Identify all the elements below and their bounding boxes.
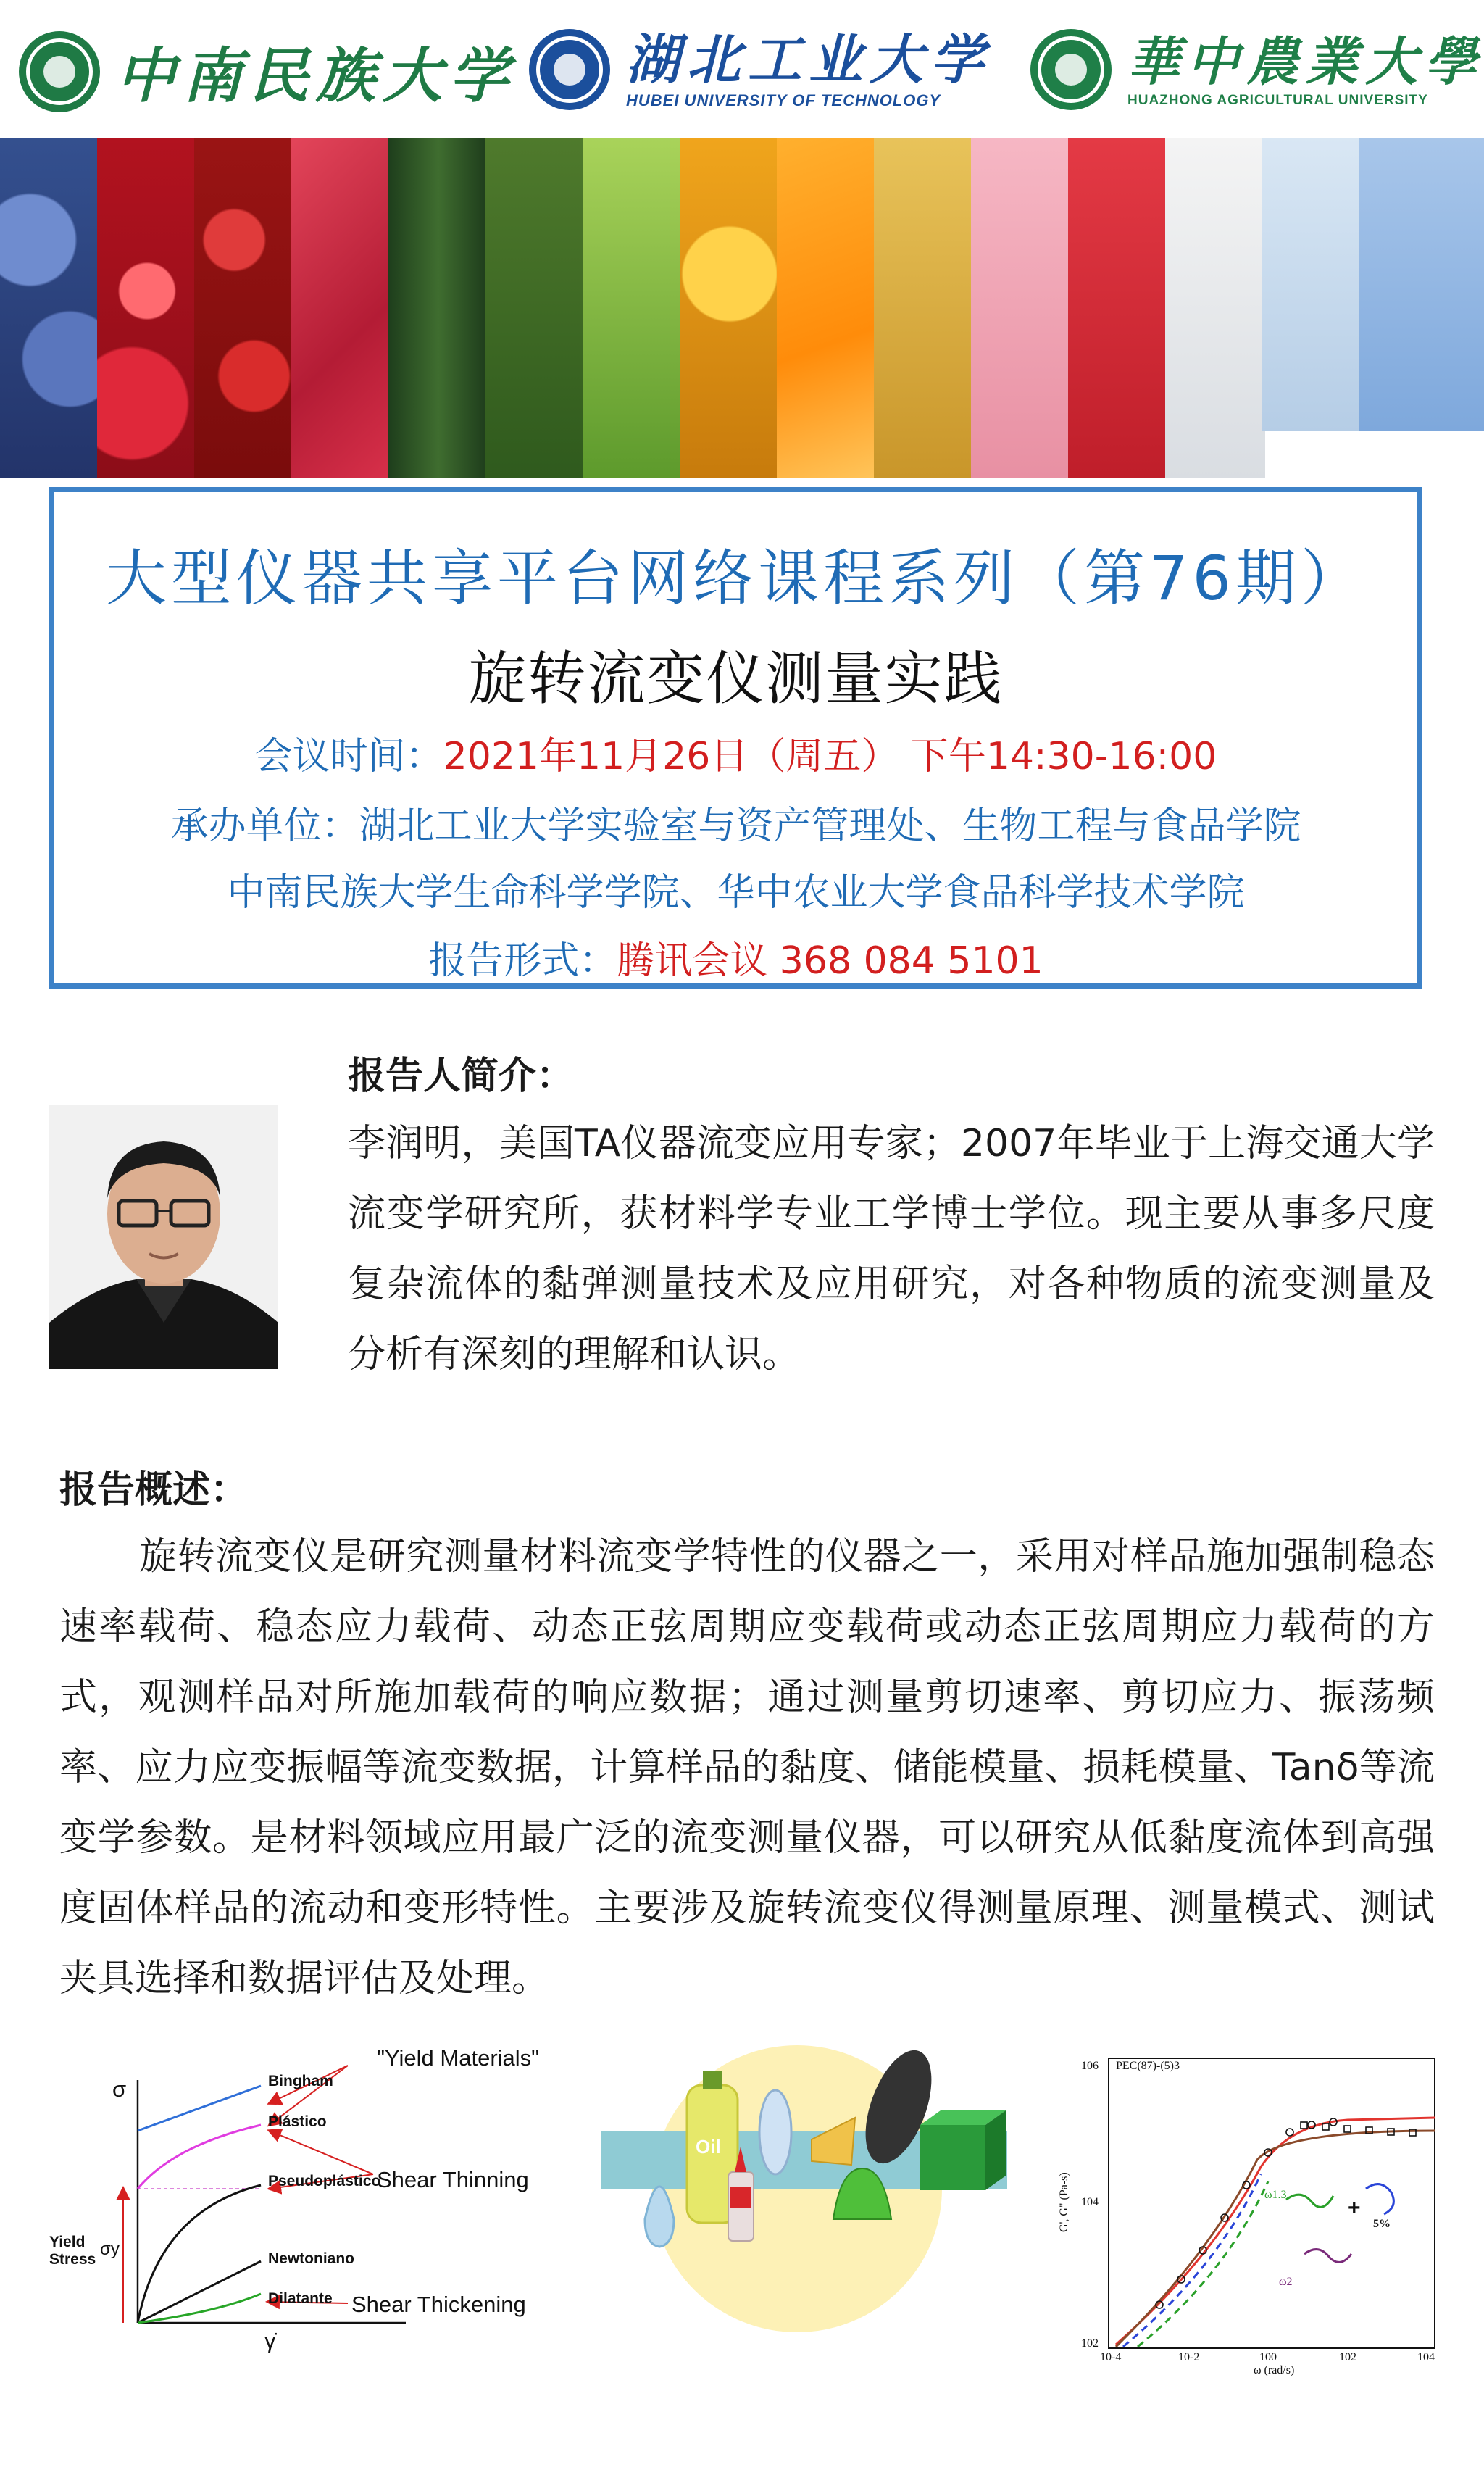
curve-label: Pseudoplástico [268,2173,381,2189]
organizer-value: 湖北工业大学实验室与资产管理处、生物工程与食品学院 [359,804,1301,848]
polymer-chain-icon [1286,2195,1333,2207]
x-tick-label: 104 [1417,2351,1435,2363]
curve-dilatante [138,2294,261,2323]
flow-x-axis-label: γ̇ [264,2328,276,2353]
x-tick-label: 100 [1259,2351,1277,2363]
logo-name-en: HUBEI UNIVERSITY OF TECHNOLOGY [626,91,941,109]
curve-label: Newtoniano [268,2250,354,2267]
polymer-coil-icon [1366,2184,1393,2214]
meeting-time-value: 2021年11月26日（周五） 下午14:30-16:00 [443,735,1217,778]
legend-percent: 5% [1373,2218,1391,2230]
food-photo-strip [0,138,1484,478]
red-capsules-photo [1068,138,1168,478]
plus-sign: + [1348,2196,1361,2220]
blue-pills-photo [1359,138,1484,431]
raspberries-photo [291,138,391,478]
blueberries-photo [0,138,100,478]
speaker-portrait [49,1105,278,1369]
y-tick-label: 104 [1081,2196,1099,2208]
person-portrait-icon [49,1105,278,1369]
curve-pseudoplastico [138,2185,261,2323]
yield-materials-label: "Yield Materials" [377,2045,540,2071]
light-blue-pills-photo [1262,138,1362,431]
meeting-time-label: 会议时间： [254,735,443,778]
yield-stress-symbol: σy [100,2239,120,2259]
gel-capsule-icon [759,2090,791,2174]
flow-curve-figure [43,2044,565,2370]
polymer-chain-2-icon [1304,2250,1351,2263]
shear-thinning-label: Shear Thinning [377,2167,529,2192]
orange-slice-photo [777,138,877,478]
curve-label: Dilatante [268,2290,333,2307]
x-tick-label: 10-4 [1100,2351,1122,2363]
leaves-photo [583,138,683,478]
logo-name-cn: 華中農業大學 [1127,30,1484,92]
broccoli-photo [485,138,585,478]
hbut-seal-icon [529,29,610,110]
oil-label: Oil [696,2136,721,2158]
meeting-time [54,725,1417,780]
white-pills-photo [1165,138,1265,478]
x-tick-label: 102 [1339,2351,1356,2363]
slope-label-1: ω1.3 [1264,2189,1287,2201]
logo-name-cn: 中南民族大学 [116,41,516,111]
curve-label: Plástico [268,2113,327,2130]
talk-title: 旋转流变仪测量实践 [468,645,1004,712]
report-format [54,930,1417,984]
cherries-photo [97,138,197,478]
cucumber-photo [388,138,488,478]
curve-plastico [138,2125,261,2189]
currants-photo [194,138,294,478]
g-double-prime-curve [1116,2131,1435,2347]
logo-name-en: HUAZHONG AGRICULTURAL UNIVERSITY [1127,93,1428,108]
modulus-plot [1043,2044,1449,2381]
green-block-icon [920,2125,985,2190]
title-box [49,487,1422,989]
yield-stress-label: Yield Stress [49,2234,96,2268]
modulus-x-label: ω (rad/s) [1254,2364,1295,2376]
pink-pills-photo [971,138,1071,478]
logo-bar [0,0,1484,138]
modulus-figure [1043,2044,1449,2381]
curve-bingham [138,2086,261,2131]
logo-hzau [1030,29,1484,110]
abstract-heading: 报告概述： [59,1468,249,1512]
curve-label: Bingham [268,2073,333,2089]
report-format-label: 报告形式： [428,939,617,983]
report-format-value: 腾讯会议 368 084 5101 [617,939,1043,983]
speaker-heading: 报告人简介： [348,1055,575,1098]
curve-newtoniano [138,2261,261,2323]
hzau-seal-icon [1030,29,1112,110]
materials-drawing [601,2045,1007,2332]
x-tick-label: 10-2 [1178,2351,1200,2363]
logo-name-cn: 湖北工业大学 [626,29,991,91]
slope-label-2: ω2 [1279,2276,1293,2288]
organizer-label: 承办单位： [170,804,359,848]
logo-scuec [19,29,516,114]
y-tick-label: 102 [1081,2337,1099,2350]
organizer-line-2: 中南民族大学生命科学学院、华中农业大学食品科学技术学院 [227,871,1245,915]
fit-curve-green [1138,2181,1268,2347]
flow-y-axis-label: σ [112,2076,127,2102]
shear-thickening-label: Shear Thickening [351,2292,526,2317]
plot-title: PEC(87)-(5)3 [1116,2060,1180,2072]
scuec-seal-icon [19,31,100,112]
capsules-photo [874,138,974,478]
apricots-photo [680,138,780,478]
abstract-text: 旋转流变仪是研究测量材料流变学特性的仪器之一，采用对样品施加强制稳态速率载荷、稳态应力载荷、动态正弦周期应变载荷或动态正弦周期应力载荷的方式，观测样品对所施加载荷的响应数据；通过测量剪切速率、剪切应力、振荡频率、应力应变振幅等流变数据，计算样品的黏度、储能模量、损耗模量、Tanδ等流变学参数。是材料领域应用最广泛的流变测量仪器，可以研究从低黏度流体到高强度固体样品的流动和变形特性。主要涉及旋转流变仪得测量原理、测量模式、测试夹具选择和数据评估及处理。 [59,1535,1435,2000]
speaker-bio: 李润明，美国TA仪器流变应用专家；2007年毕业于上海交通大学流变学研究所，获材料学专业工学博士学位。现主要从事多尺度复杂流体的黏弹测量技术及应用研究，对各种物质的流变测量及分析有深刻的理解和认识。 [348,1122,1435,1376]
series-title: 大型仪器共享平台网络课程系列（第76期） [106,543,1366,614]
arrow-thinning-plastico [270,2131,373,2174]
logo-hbut [529,29,991,110]
materials-illustration [601,2045,1007,2332]
organizer [54,795,1417,849]
y-tick-label: 106 [1081,2060,1099,2072]
modulus-y-label: G', G" (Pa-s) [1058,2172,1070,2232]
